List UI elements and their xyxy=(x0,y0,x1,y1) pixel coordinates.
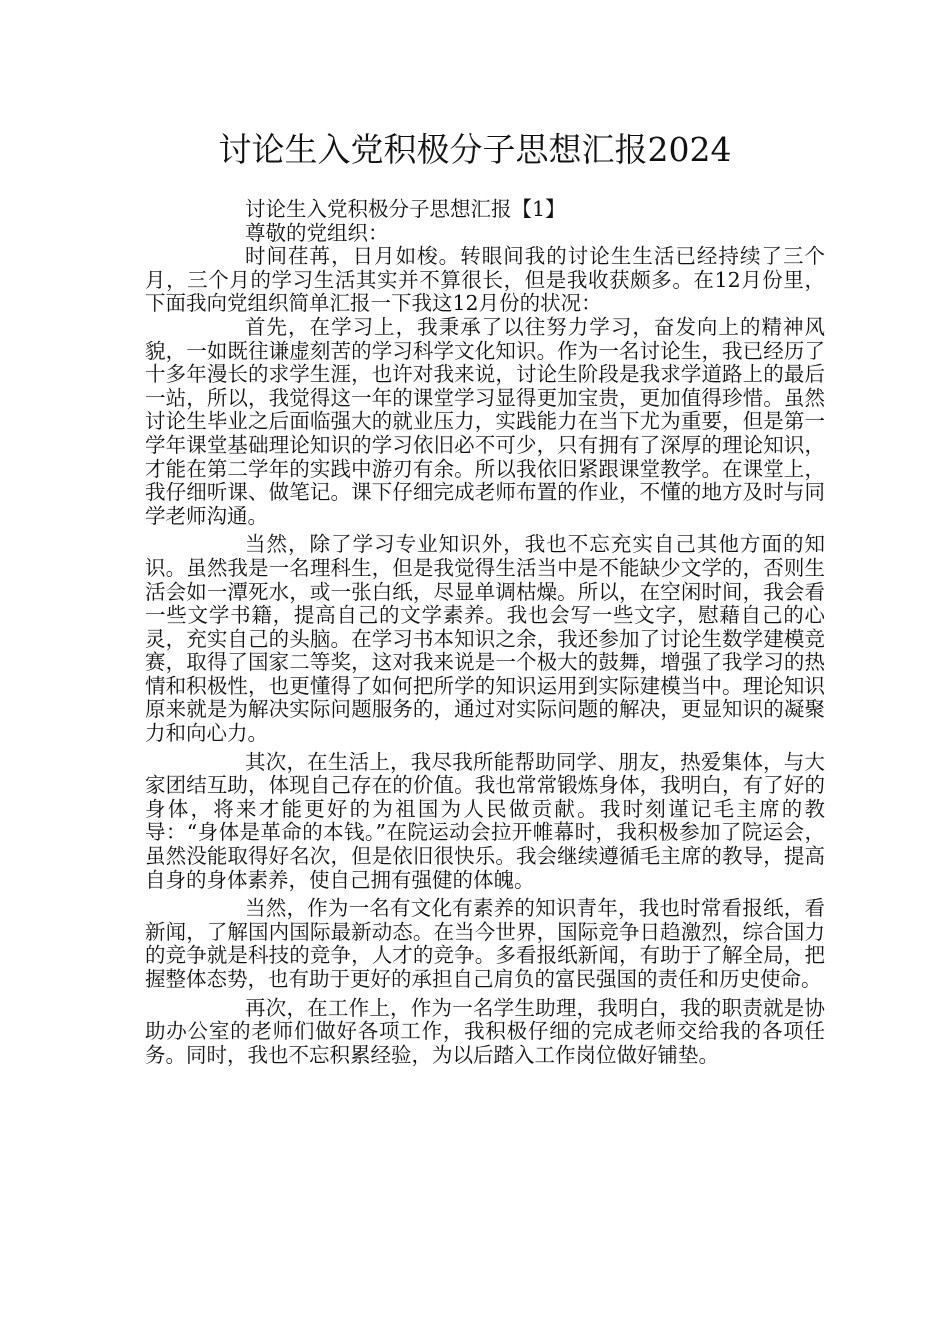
document-subtitle: 讨论生入党积极分子思想汇报【1】 xyxy=(245,197,566,221)
document-body xyxy=(145,198,825,1067)
paragraph-intro: 时间荏苒，日月如梭。转眼间我的讨论生生活已经持续了三个月，三个月的学习生活其实并不算很长，但是我收获颇多。在12月份里，下面我向党组织简单汇报一下我这12月份的状况： xyxy=(145,244,825,316)
paragraph-study: 首先，在学习上，我秉承了以往努力学习，奋发向上的精神风貌，一如既往谦虚刻苦的学习科学文化知识。作为一名讨论生，我已经历了十多年漫长的求学生涯，也许对我来说，讨论生阶段是我求学道路上的最后一站，所以，我觉得这一年的课堂学习显得更加宝贵，更加值得珍惜。虽然讨论生毕业之后面临强大的就业压力，实践能力在当下尤为重要，但是第一学年课堂基础理论知识的学习依旧必不可少，只有拥有了深厚的理论知识，才能在第二学年的实践中游刃有余。所以我依旧紧跟课堂教学。在课堂上，我仔细听课、做笔记。课下仔细完成老师布置的作业，不懂的地方及时与同学老师沟通。 xyxy=(145,314,825,528)
document-title: 讨论生入党积极分子思想汇报2024 xyxy=(218,130,732,169)
salutation: 尊敬的党组织： xyxy=(245,220,389,245)
paragraph-literature: 当然，除了学习专业知识外，我也不忘充实自己其他方面的知识。虽然我是一名理科生，但是我觉得生活当中是不能缺少文学的，否则生活会如一潭死水，或一张白纸，尽显单调枯燥。所以，在空闲时间，我会看一些文学书籍，提高自己的文学素养。我也会写一些文字，慰藉自己的心灵，充实自己的头脑。在学习书本知识之余，我还参加了讨论生数学建模竞赛，取得了国家二等奖，这对我来说是一个极大的鼓舞，增强了我学习的热情和积极性，也更懂得了如何把所学的知识运用到实际建模当中。理论知识原来就是为解决实际问题服务的，通过对实际问题的解决，更显知识的凝聚力和向心力。 xyxy=(145,532,825,746)
paragraph-life: 其次，在生活上，我尽我所能帮助同学、朋友，热爱集体，与大家团结互助，体现自己存在的价值。我也常常锻炼身体，我明白，有了好的身体，将来才能更好的为祖国为人民做贡献。我时刻谨记毛主席的教导：“身体是革命的本钱。”在院运动会拉开帷幕时，我积极参加了院运会，虽然没能取得好名次，但是依旧很快乐。我会继续遵循毛主席的教导，提高自身的身体素养，使自己拥有强健的体魄。 xyxy=(145,749,825,892)
paragraph-work: 再次，在工作上，作为一名学生助理，我明白，我的职责就是协助办公室的老师们做好各项工作，我积极仔细的完成老师交给我的各项任务。同时，我也不忘积累经验，为以后踏入工作岗位做好铺垫。 xyxy=(145,995,825,1067)
paragraph-news: 当然，作为一名有文化有素养的知识青年，我也时常看报纸，看新闻，了解国内国际最新动态。在当今世界，国际竞争日趋激烈，综合国力的竞争就是科技的竞争，人才的竞争。多看报纸新闻，有助于了解全局，把握整体态势，也有助于更好的承担自己肩负的富民强国的责任和历史使命。 xyxy=(145,896,825,991)
